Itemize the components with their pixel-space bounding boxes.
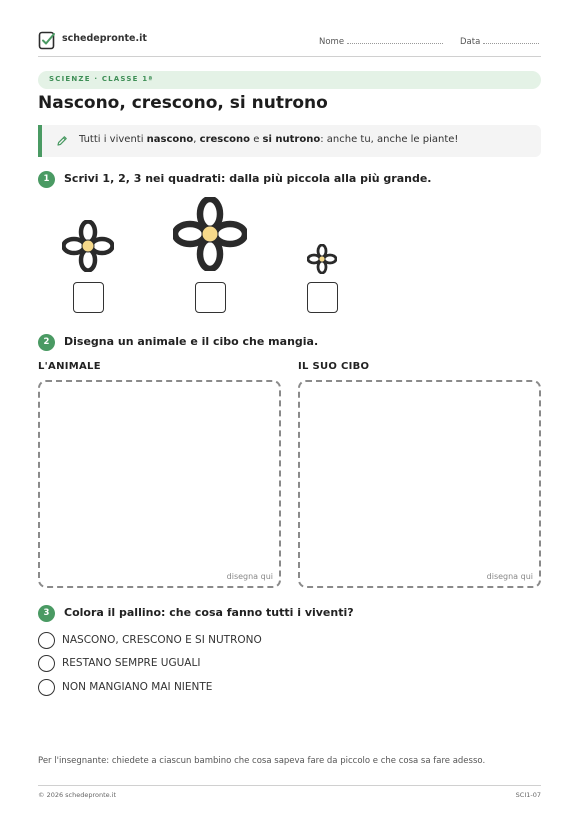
exercise-3-number: 3	[38, 605, 55, 622]
name-field[interactable]	[319, 36, 443, 47]
subject-banner: SCIENZE · CLASSE 1ª	[38, 71, 541, 89]
answer-box-1[interactable]	[73, 282, 104, 313]
radio-circle[interactable]	[38, 632, 55, 649]
copyright: © 2026 schedepronte.it	[38, 791, 117, 799]
option-label: RESTANO SEMPRE UGUALI	[62, 657, 201, 669]
date-label: Data	[460, 37, 481, 47]
answer-box-2[interactable]	[195, 282, 226, 313]
food-label: IL SUO CIBO	[298, 361, 370, 372]
page-header	[38, 28, 541, 56]
footer-divider	[38, 785, 541, 786]
info-callout	[38, 125, 541, 157]
animal-label: L'ANIMALE	[38, 361, 101, 372]
answer-box-3[interactable]	[307, 282, 338, 313]
animal-drawing-area[interactable]	[38, 380, 281, 588]
name-label: Nome	[319, 37, 345, 47]
teacher-note: Per l'insegnante: chiedete a ciascun bambino che cosa sapeva fare da piccolo e che cosa sa fare adesso.	[38, 756, 486, 766]
brand-name: schedepronte.it	[62, 33, 147, 44]
drawing-hint: disegna qui	[486, 572, 533, 581]
exercise-1-question: Scrivi 1, 2, 3 nei quadrati: dalla più piccola alla più grande.	[64, 172, 432, 185]
flower-medium-icon	[62, 220, 114, 272]
date-field[interactable]	[460, 36, 539, 47]
flower-small-icon	[307, 244, 337, 274]
header-divider	[38, 56, 541, 57]
exercise-2-number: 2	[38, 334, 55, 351]
food-drawing-area[interactable]	[298, 380, 541, 588]
checkmark-logo-icon	[38, 30, 56, 50]
option-label: NON MANGIANO MAI NIENTE	[62, 681, 213, 693]
radio-circle[interactable]	[38, 679, 55, 696]
pencil-icon	[56, 135, 68, 147]
page-title: Nascono, crescono, si nutrono	[38, 93, 328, 113]
option-label: NASCONO, CRESCONO E SI NUTRONO	[62, 634, 262, 646]
flower-large-icon	[173, 197, 247, 271]
exercise-3-question: Colora il pallino: che cosa fanno tutti i viventi?	[64, 606, 354, 619]
drawing-hint: disegna qui	[226, 572, 273, 581]
worksheet-code: SCI1-07	[515, 791, 541, 799]
radio-circle[interactable]	[38, 655, 55, 672]
callout-text: Tutti i viventi nascono, crescono e si nutrono: anche tu, anche le piante!	[79, 134, 459, 145]
exercise-2-question: Disegna un animale e il cibo che mangia.	[64, 335, 319, 348]
exercise-1-number: 1	[38, 171, 55, 188]
